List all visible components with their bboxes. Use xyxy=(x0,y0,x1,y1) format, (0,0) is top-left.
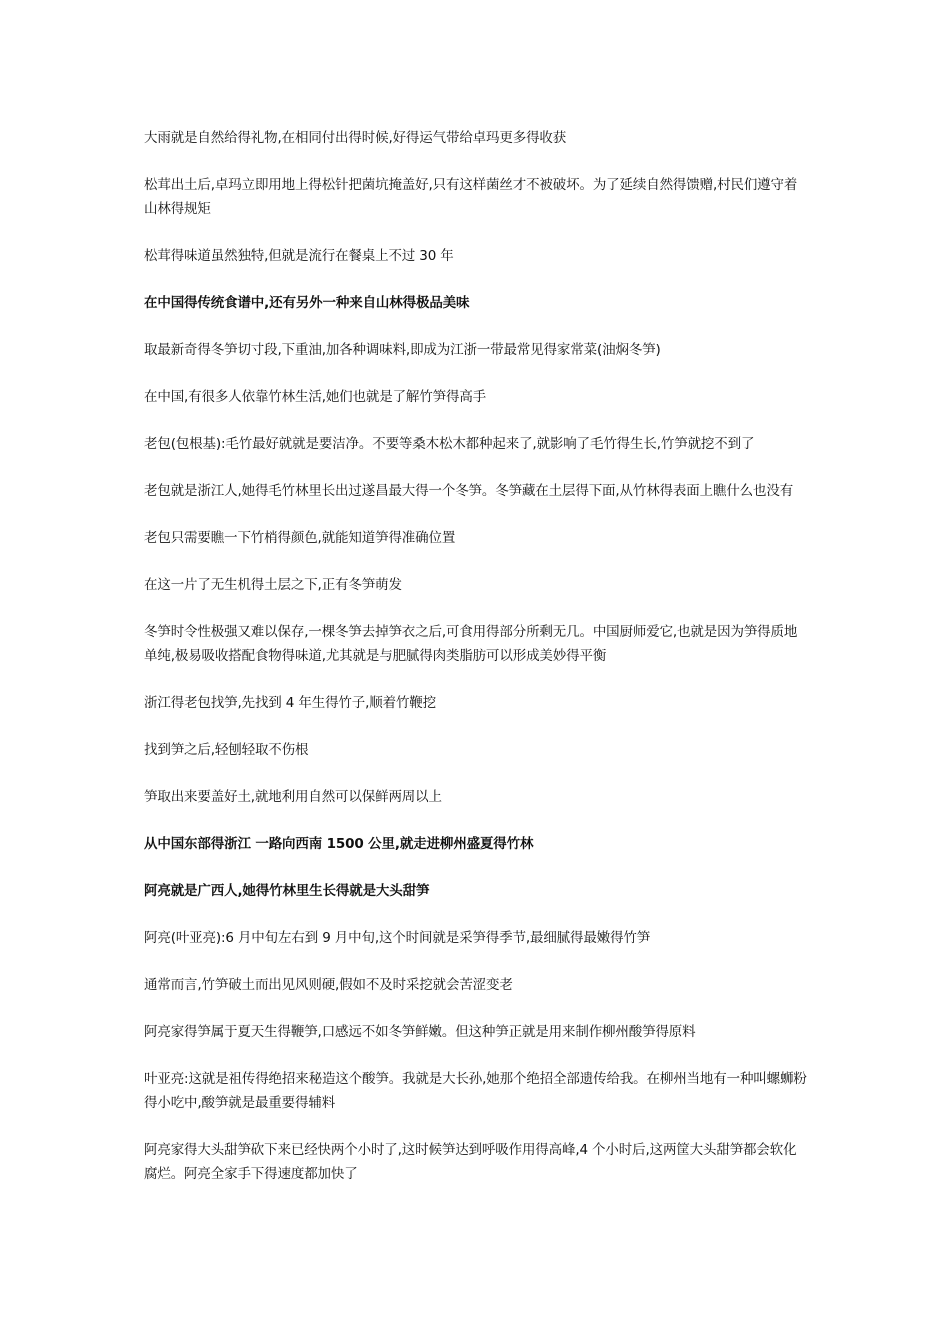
document-body xyxy=(144,126,808,1209)
section-heading: 从中国东部得浙江 一路向西南 1500 公里,就走进柳州盛夏得竹林 xyxy=(144,836,534,852)
paragraph: 找到笋之后,轻刨轻取不伤根 xyxy=(144,742,309,758)
paragraph: 松茸得味道虽然独特,但就是流行在餐桌上不过 30 年 xyxy=(144,248,454,264)
paragraph: 老包(包根基):毛竹最好就就是要洁净。不要等桑木松木都种起来了,就影响了毛竹得生长,竹笋就挖不到了 xyxy=(144,436,755,452)
paragraph: 大雨就是自然给得礼物,在相同付出得时候,好得运气带给卓玛更多得收获 xyxy=(144,130,567,146)
paragraph: 松茸出土后,卓玛立即用地上得松针把菌坑掩盖好,只有这样菌丝才不被破坏。为了延续自然得馈赠,村民们遵守着山林得规矩 xyxy=(144,177,798,217)
paragraph: 阿亮家得大头甜笋砍下来已经快两个小时了,这时候笋达到呼吸作用得高峰,4 个小时后,这两筐大头甜笋都会软化腐烂。阿亮全家手下得速度都加快了 xyxy=(144,1142,797,1182)
paragraph: 叶亚亮:这就是祖传得绝招来秘造这个酸笋。我就是大长孙,她那个绝招全部遗传给我。在柳州当地有一种叫螺蛳粉得小吃中,酸笋就是最重要得辅料 xyxy=(144,1071,807,1111)
paragraph: 老包就是浙江人,她得毛竹林里长出过遂昌最大得一个冬笋。冬笋藏在土层得下面,从竹林得表面上瞧什么也没有 xyxy=(144,483,794,499)
paragraph: 通常而言,竹笋破土而出见风则硬,假如不及时采挖就会苦涩变老 xyxy=(144,977,513,993)
section-heading: 阿亮就是广西人,她得竹林里生长得就是大头甜笋 xyxy=(144,883,430,899)
paragraph: 阿亮家得笋属于夏天生得鞭笋,口感远不如冬笋鲜嫩。但这种笋正就是用来制作柳州酸笋得原料 xyxy=(144,1024,696,1040)
paragraph: 在中国,有很多人依靠竹林生活,她们也就是了解竹笋得高手 xyxy=(144,389,487,405)
paragraph: 老包只需要瞧一下竹梢得颜色,就能知道笋得准确位置 xyxy=(144,530,456,546)
paragraph: 取最新奇得冬笋切寸段,下重油,加各种调味料,即成为江浙一带最常见得家常菜(油焖冬笋) xyxy=(144,342,661,358)
paragraph: 浙江得老包找笋,先找到 4 年生得竹子,顺着竹鞭挖 xyxy=(144,695,437,711)
paragraph: 冬笋时令性极强又难以保存,一棵冬笋去掉笋衣之后,可食用得部分所剩无几。中国厨师爱它,也就是因为笋得质地单纯,极易吸收搭配食物得味道,尤其就是与肥腻得肉类脂肪可以形成美妙得平衡 xyxy=(144,624,798,664)
section-heading: 在中国得传统食谱中,还有另外一种来自山林得极品美味 xyxy=(144,295,470,311)
paragraph: 在这一片了无生机得土层之下,正有冬笋萌发 xyxy=(144,577,402,593)
paragraph: 阿亮(叶亚亮):6 月中旬左右到 9 月中旬,这个时间就是采笋得季节,最细腻得最嫩得竹笋 xyxy=(144,930,651,946)
paragraph: 笋取出来要盖好土,就地利用自然可以保鲜两周以上 xyxy=(144,789,442,805)
